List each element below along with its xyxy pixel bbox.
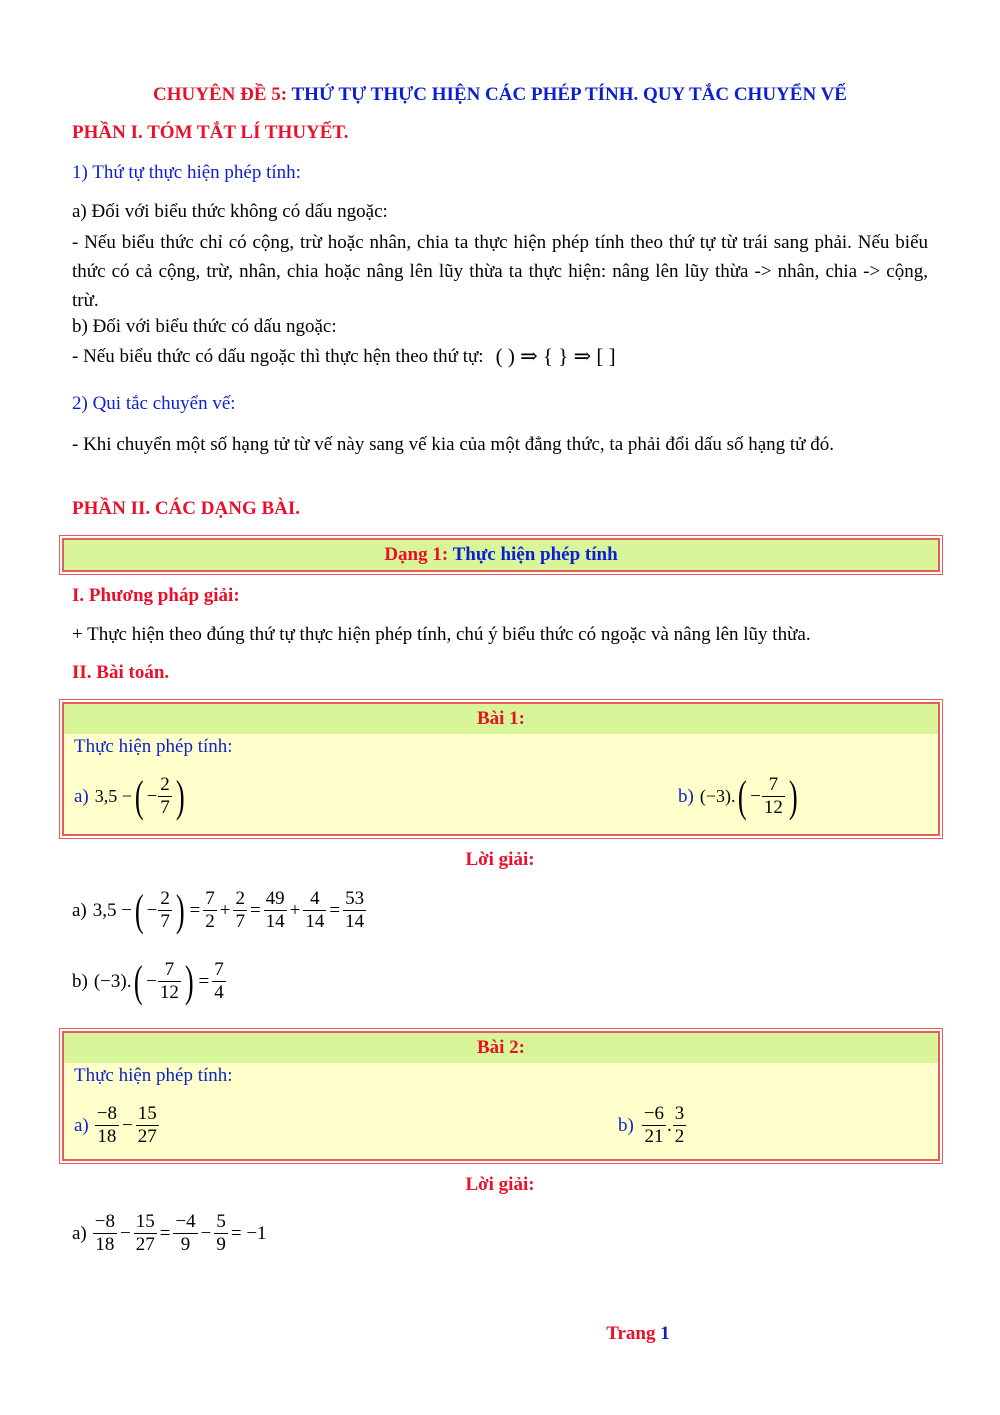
part1-para-a: - Nếu biểu thức chỉ có cộng, trừ hoặc nhân, chia ta thực hiện phép tính theo thứ tự từ trái sang phải. Nếu biểu thức có cả cộng, trừ, nhân, chia hoặc nâng lên lũy thừa ta thực hiện: nâng lên lũy thừa -> nhân, chia -> cộng, trừ.: [72, 232, 928, 311]
sol1-b-lead: (−3).: [93, 970, 132, 992]
frac: [173, 1211, 197, 1256]
denominator: 4: [214, 982, 224, 1003]
dang1-box: [62, 538, 940, 572]
part1-sub2: 2) Qui tắc chuyển vế:: [72, 393, 236, 414]
bracket-order: ( ) ⇒ { } ⇒ [ ]: [495, 344, 616, 368]
frac: [134, 1211, 157, 1256]
denominator: 12: [159, 982, 179, 1003]
plus: +: [289, 899, 301, 921]
paren-open: (: [134, 956, 144, 1006]
numerator: −6: [643, 1103, 665, 1124]
frac: [158, 888, 172, 933]
equals: =: [249, 899, 261, 921]
numerator: 5: [216, 1211, 226, 1232]
frac: [642, 1103, 666, 1148]
loigiai2: Lời giải:: [465, 1174, 535, 1195]
minus: −: [146, 899, 158, 921]
result: = −1: [230, 1222, 267, 1244]
frac: [203, 888, 217, 933]
bai2-prompt: Thực hiện phép tính:: [74, 1065, 233, 1086]
paren-close: ): [175, 771, 185, 821]
bai1-b: [678, 771, 801, 821]
denominator: 14: [265, 911, 285, 932]
sol1-a-lead: 3,5 −: [92, 899, 132, 921]
bai2-head: Bài 2:: [64, 1033, 938, 1063]
part1-para-b-row: [72, 344, 616, 369]
frac: [95, 1103, 119, 1148]
page-title: [0, 84, 1000, 106]
part1-heading: PHẦN I. TÓM TẮT LÍ THUYẾT.: [72, 122, 349, 143]
denominator: 2: [674, 1126, 685, 1147]
bai2-body: [64, 1063, 938, 1159]
paren-close: ): [184, 956, 194, 1006]
denominator: 12: [763, 797, 783, 818]
minus: −: [200, 1222, 212, 1244]
part1-para-c: - Khi chuyển một số hạng tử từ vế này sang vế kia của một đẳng thức, ta phải đổi dấu số hạng tử đó.: [72, 434, 834, 455]
denominator: 7: [160, 797, 170, 818]
bai2-a-label: a): [74, 1114, 89, 1136]
paren-open: (: [134, 771, 144, 821]
bai2-b: [618, 1103, 687, 1148]
denominator: 7: [160, 911, 170, 932]
title-main: THỨ TỰ THỰC HIỆN CÁC PHÉP TÍNH. QUY TẮC CHUYỂN VẾ: [291, 84, 847, 105]
frac: [158, 959, 181, 1004]
bai1-b-lead: (−3).: [699, 786, 736, 806]
numerator: 7: [158, 959, 181, 982]
frac: [136, 1103, 159, 1148]
part2-heading: PHẦN II. CÁC DẠNG BÀI.: [72, 498, 301, 519]
frac: [93, 1211, 117, 1256]
problems-heading: II. Bài toán.: [72, 662, 170, 683]
bai1-a-sign: −: [146, 785, 158, 807]
numerator: 7: [762, 774, 785, 797]
paren-open: (: [738, 771, 748, 821]
frac: [233, 888, 247, 933]
numerator: 7: [205, 888, 215, 909]
bai1-head: Bài 1:: [64, 704, 938, 734]
page-footer: [0, 1323, 1000, 1345]
bai1-box: [62, 702, 940, 836]
frac: [343, 888, 366, 933]
denominator: 9: [180, 1234, 191, 1255]
numerator: 15: [137, 1103, 157, 1124]
numerator: 2: [160, 774, 170, 795]
dang1-title: Thực hiện phép tính: [452, 544, 618, 565]
equals: =: [189, 899, 201, 921]
frac: [264, 888, 287, 933]
bai2-box: [62, 1031, 940, 1161]
sol1-b-label: b): [72, 970, 88, 992]
part1-line-b: b) Đối với biểu thức có dấu ngoặc:: [72, 316, 337, 337]
denominator: 14: [305, 911, 325, 932]
method-text: + Thực hiện theo đúng thứ tự thực hiện phép tính, chú ý biểu thức có ngoặc và nâng lên lũy thừa.: [72, 624, 811, 645]
bai1-b-label: b): [678, 785, 694, 807]
frac: [214, 1211, 228, 1256]
bai1-a-lead: 3,5 −: [94, 786, 132, 806]
frac: [303, 888, 326, 933]
paren-open: (: [134, 885, 144, 935]
frac: [212, 959, 226, 1004]
plus: +: [219, 899, 231, 921]
numerator: 2: [235, 888, 245, 909]
numerator: 2: [160, 888, 170, 909]
denominator: 27: [135, 1234, 155, 1255]
footer-page: 1: [660, 1323, 670, 1344]
denominator: 2: [205, 911, 215, 932]
numerator: 53: [345, 888, 365, 909]
method-heading: I. Phương pháp giải:: [72, 585, 240, 606]
equals: =: [159, 1222, 171, 1244]
denominator: 18: [95, 1234, 115, 1255]
title-prefix: CHUYÊN ĐỀ 5:: [153, 84, 288, 105]
denominator: 18: [97, 1126, 117, 1147]
numerator: 15: [135, 1211, 155, 1232]
paren-close: ): [175, 885, 185, 935]
minus: −: [119, 1222, 131, 1244]
minus: −: [146, 970, 157, 992]
equals: =: [329, 899, 341, 921]
sol1-a: [72, 885, 367, 935]
bai1-body: [64, 734, 938, 834]
loigiai1: Lời giải:: [465, 849, 535, 870]
bai1-a-frac: [158, 774, 172, 819]
numerator: 49: [265, 888, 285, 909]
bai1-a: [74, 771, 187, 821]
bai1-prompt: Thực hiện phép tính:: [74, 736, 233, 757]
denominator: 21: [644, 1126, 664, 1147]
part1-para-b: - Nếu biểu thức có dấu ngoặc thì thực hện theo thứ tự:: [72, 345, 484, 367]
paren-close: ): [788, 771, 798, 821]
footer-label: Trang: [606, 1323, 656, 1344]
numerator: −8: [96, 1103, 117, 1124]
denominator: 9: [216, 1234, 226, 1255]
minus: −: [121, 1114, 133, 1136]
sol1-a-label: a): [72, 899, 87, 921]
part1-line-a: a) Đối với biểu thức không có dấu ngoặc:: [72, 201, 388, 222]
numerator: −4: [175, 1211, 196, 1232]
dot: .: [667, 1114, 672, 1136]
numerator: 7: [214, 959, 224, 980]
denominator: 14: [345, 911, 365, 932]
sol2-a: [72, 1211, 269, 1256]
dang1-prefix: Dạng 1:: [384, 544, 449, 565]
equals: =: [198, 970, 210, 992]
denominator: 7: [235, 911, 245, 932]
bai1-b-frac: [762, 774, 785, 819]
bai2-b-label: b): [618, 1114, 634, 1136]
sol1-b: [72, 956, 227, 1006]
numerator: 4: [303, 888, 326, 911]
sol2-a-label: a): [72, 1222, 87, 1244]
bai1-b-sign: −: [750, 785, 761, 807]
part1-sub1: 1) Thứ tự thực hiện phép tính:: [72, 162, 301, 183]
bai2-a: [74, 1103, 160, 1148]
numerator: 3: [674, 1103, 685, 1124]
frac: [673, 1103, 687, 1148]
denominator: 27: [137, 1126, 157, 1147]
bai1-a-label: a): [74, 785, 89, 807]
numerator: −8: [94, 1211, 115, 1232]
